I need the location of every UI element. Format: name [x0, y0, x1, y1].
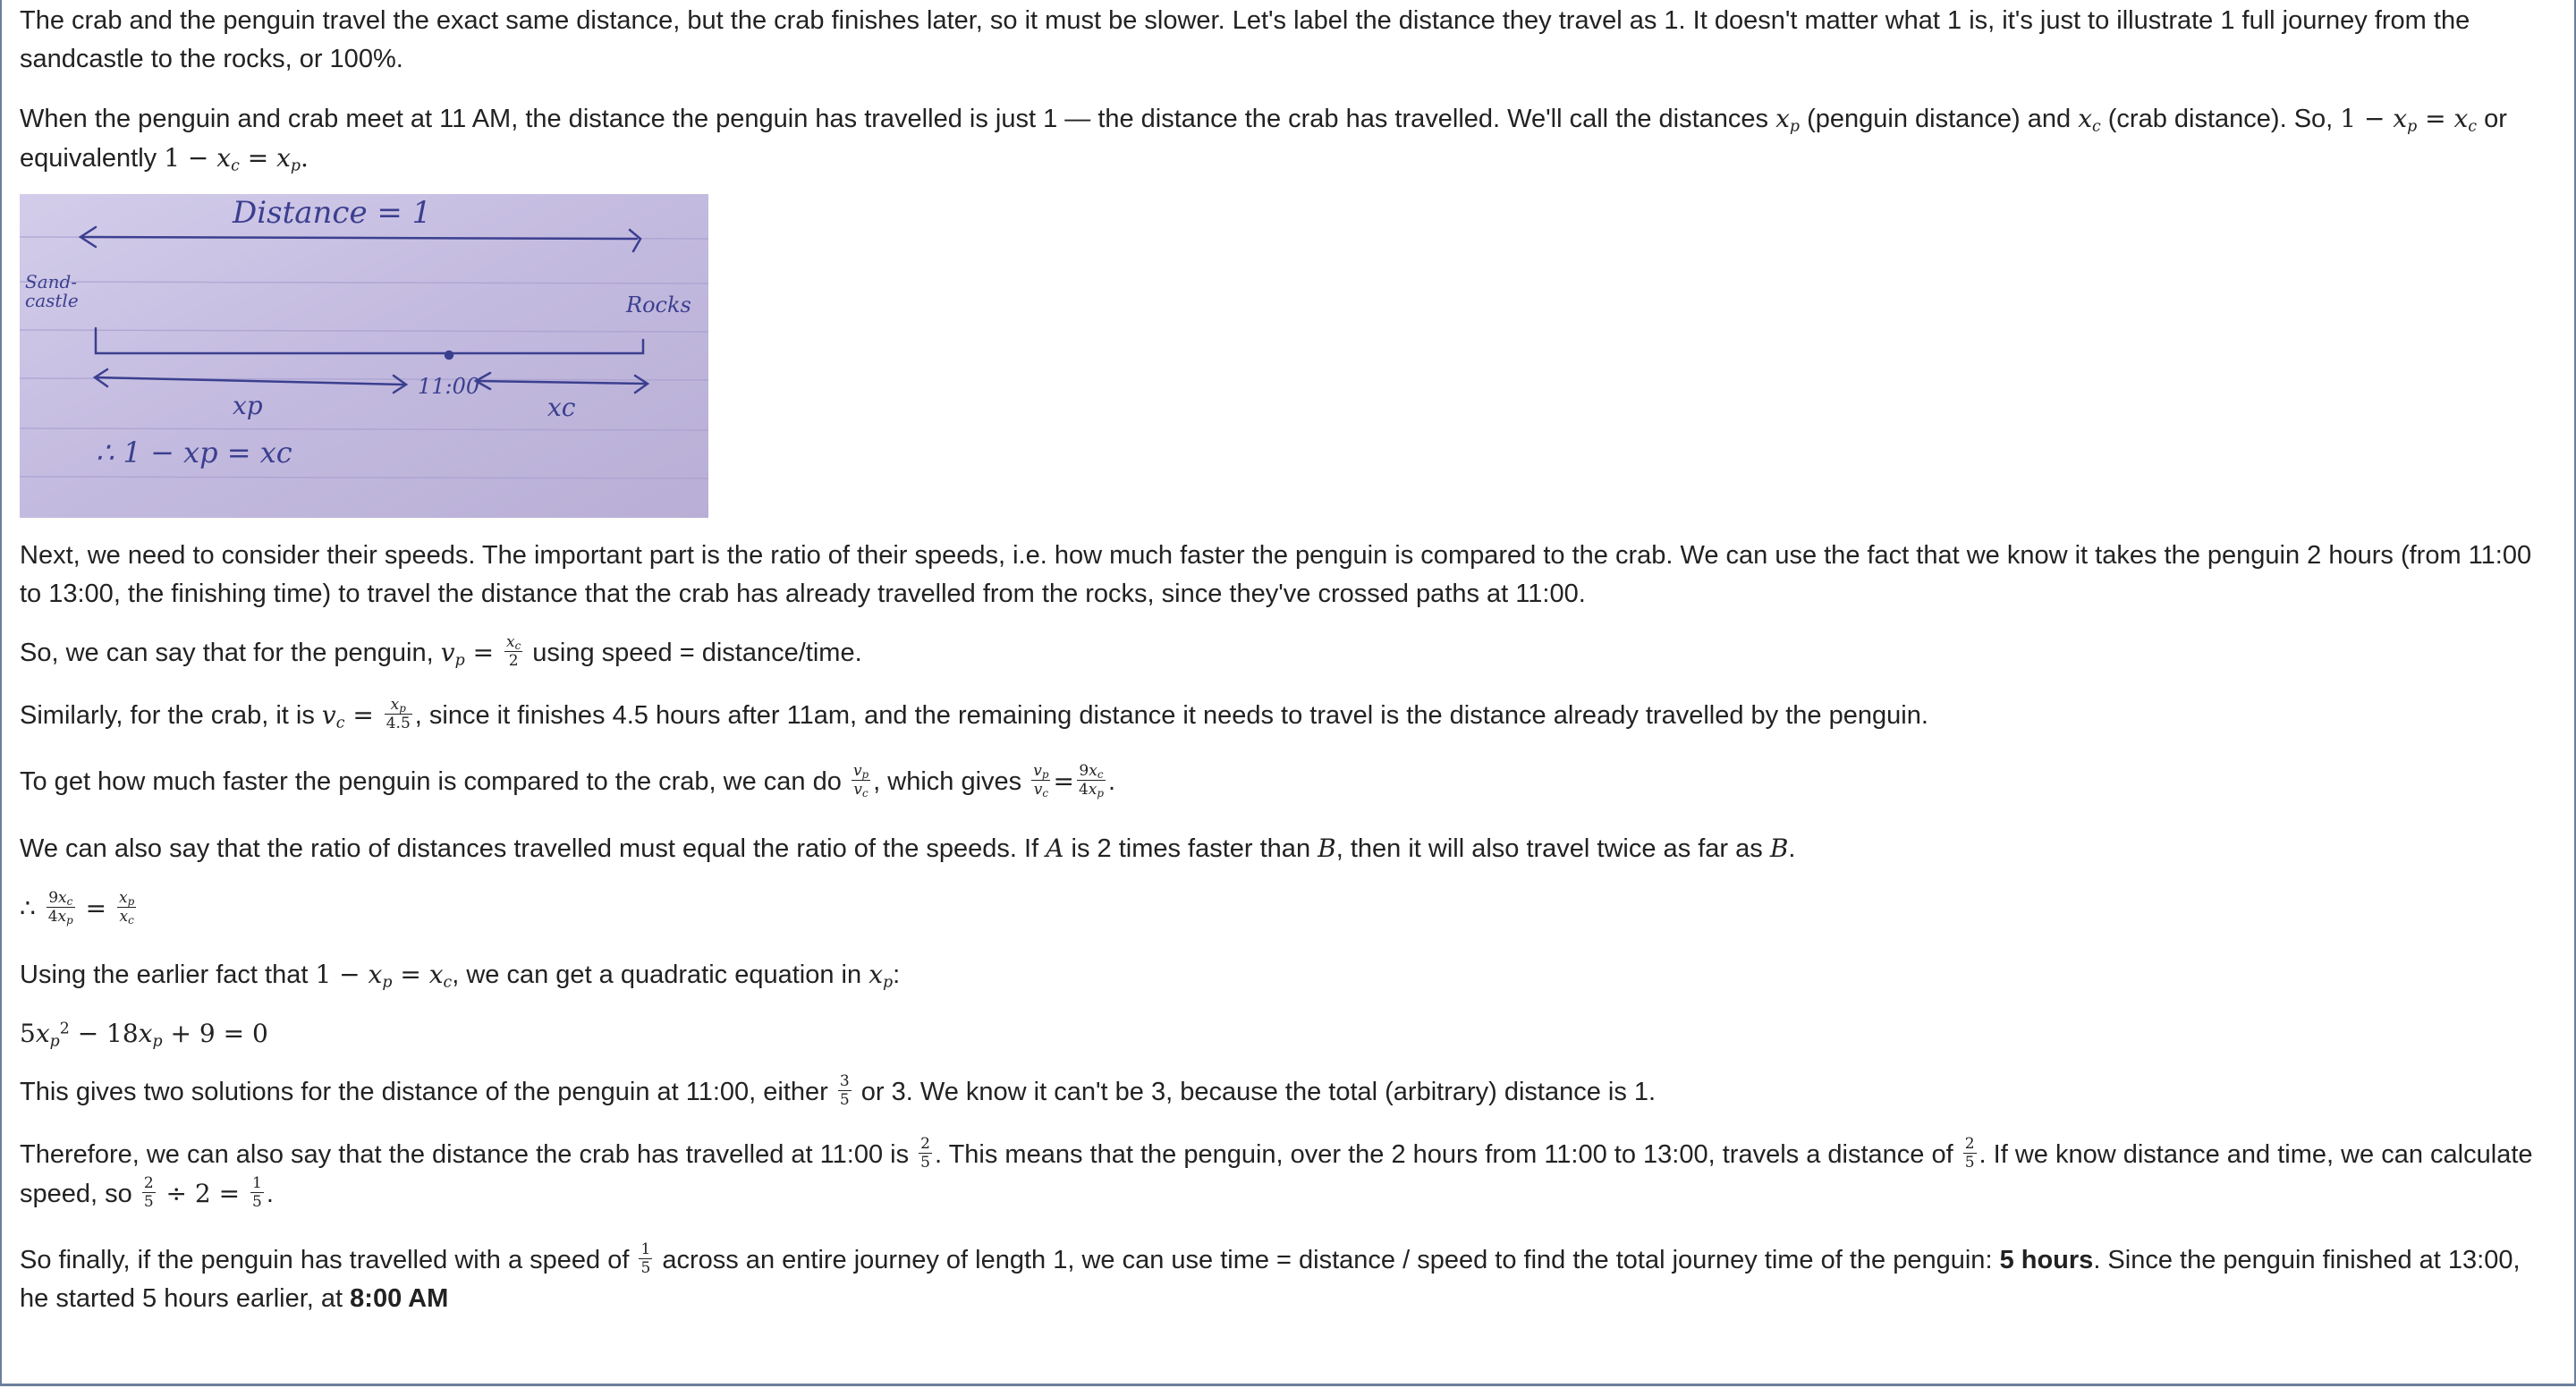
text: , which gives	[873, 767, 1030, 796]
frac-vp-vc: $\frac{v_p}{v_c}$	[852, 761, 869, 800]
paragraph-ratio: To get how much faster the penguin is compared to the crab, we can do $\frac{v_p}{v_c}$ , which gives $\frac{v_p}{v_c}$ = $\frac{9x_c}{4x_p}$ .	[20, 761, 1116, 800]
xp-label: xp	[233, 391, 263, 420]
text: When the penguin and crab meet at 11 AM, the distance the penguin has travelled is just 1 — the distance the crab has travelled. We'll call the distances	[20, 105, 1776, 133]
rocks-label: Rocks	[626, 292, 691, 317]
text: , then it will also travel twice as far as	[1335, 834, 1770, 863]
frac-vp-vc-2: $\frac{v_p}{v_c}$	[1033, 761, 1049, 800]
text: . If we know distance and time, we can calculate speed, so	[20, 1140, 2533, 1208]
text: We can also say that the ratio of distances travelled must equal the ratio of the speeds. If	[20, 834, 1046, 863]
xc-label: xc	[547, 393, 576, 422]
paragraph-distances: We can also say that the ratio of distances travelled must equal the ratio of the speeds. If A is 2 times faster than B, then it will also travel twice as far as B.	[20, 834, 1796, 863]
text: Using the earlier fact that	[20, 961, 316, 989]
text: So finally, if the penguin has travelled with a speed of	[20, 1246, 637, 1274]
paragraph-quadratic-intro: Using the earlier fact that $1 - x_p = x_c$, we can get a quadratic equation in $x_p$:	[20, 960, 901, 992]
math-xp: $x_p$	[869, 960, 894, 992]
paragraph-conclusion	[20, 1241, 2551, 1318]
text: , since it finishes 4.5 hours after 11am, and the remaining distance it needs to travel is the distance already travelled by the penguin.	[414, 701, 1928, 730]
paragraph-therefore-eq: ∴ $\frac{9x_c}{4x_p}$ = $\frac{x_p}{x_c}$	[20, 888, 135, 927]
therefore-symbol: ∴	[20, 893, 44, 923]
text: Therefore, we can also say that the distance the crab has travelled at 11:00 is	[20, 1140, 917, 1169]
text: or equivalently	[20, 105, 2507, 173]
frac-9xc-4xp: $\frac{9x_c}{4x_p}$	[1078, 761, 1104, 800]
text: using speed = distance/time.	[525, 639, 862, 667]
math-eq2: $1 - x_c = x_p$.	[164, 143, 309, 175]
sandcastle-label: Sand-	[25, 271, 78, 292]
sketch-equation: ∴ 1 − xp = xc	[96, 436, 292, 470]
math-vp: $v_p$	[440, 638, 465, 670]
text: Similarly, for the crab, it is	[20, 701, 322, 730]
paragraph-quadratic	[20, 1014, 268, 1054]
text: . This means that the penguin, over the 2 hours from 11:00 to 13:00, travels a distance of	[934, 1140, 1961, 1169]
meeting-point-dot	[445, 351, 453, 359]
math-xc: $x_c$	[2078, 104, 2101, 136]
frac-xp-xc: $\frac{x_p}{x_c}$	[119, 888, 135, 927]
text: Next, we need to consider their speeds. The important part is the ratio of their speeds, i.e. how much faster the penguin is compared to the crab. We can use the fact that we know it takes the penguin 2 hours (from 11:00 to 13:00, the finishing time) to travel the distance that the crab has already travelled from the rocks, since they've crossed paths at 11:00.	[20, 541, 2532, 608]
meeting-time-label: 11:00	[418, 374, 480, 399]
math-B: B	[1769, 834, 1789, 863]
paragraph-meeting	[20, 99, 2551, 178]
math-A: A	[1046, 834, 1064, 863]
paragraph-solutions	[20, 1073, 1656, 1112]
sketch-title: Distance = 1	[233, 195, 432, 231]
text: So, we can say that for the penguin,	[20, 639, 441, 667]
math-eq1: $1 - x_p = x_c$	[2340, 104, 2478, 136]
frac-1-5: $\frac{1}{5}$	[640, 1240, 651, 1277]
math-vc: $v_c$	[321, 700, 345, 732]
math-B: B	[1318, 834, 1336, 863]
sandcastle-label: castle	[25, 290, 79, 311]
paragraph-crab-speed: Similarly, for the crab, it is $v_c$ = $\frac{x_p}{4.5}$ , since it finishes 4.5 hours after 11am, and the remaining distance it needs to travel is the distance already travelled by the penguin.	[20, 695, 1928, 732]
text: The crab and the penguin travel the exact same distance, but the crab finishes later, so it must be slower. Let's label the distance they travel as 1. It doesn't matter what 1 is, it's just to illustrate 1 full journey from the sandcastle to the rocks, or 100%.	[20, 6, 2470, 73]
text: , we can get a quadratic equation in	[452, 961, 869, 989]
paragraph-speeds	[20, 537, 2551, 614]
text: (penguin distance) and	[1800, 105, 2079, 133]
text: across an entire journey of length 1, we can use time = distance / speed to find the total journey time of the penguin:	[655, 1246, 2000, 1274]
text: or 3. We know it can't be 3, because the total (arbitrary) distance is 1.	[853, 1078, 1657, 1106]
text: To get how much faster the penguin is compared to the crab, we can do	[20, 767, 849, 796]
paragraph-crab-distance: Therefore, we can also say that the distance the crab has travelled at 11:00 is $\frac{2}{5}$ . This means that the penguin, over the 2 hours from 11:00 to 13:00, travels a distance of $\frac{2}{5}$ . If we know distance and time, we can calculate speed, so $\frac{2}{5}$ ÷ 2 = $\frac{1}{5}$ .	[20, 1134, 2533, 1211]
math-quadratic: $5x_p^2 - 18x_p + 9 = 0$	[20, 1019, 268, 1051]
distance-sketch-image	[20, 194, 708, 518]
frac-3-5: $\frac{3}{5}$	[839, 1071, 850, 1109]
frac-1-5: $\frac{1}{5}$	[252, 1173, 262, 1211]
frac-xp-4-5: $\frac{x_p}{4.5}$	[386, 695, 411, 732]
paragraph-intro	[20, 2, 2551, 79]
paragraph-penguin-speed: So, we can say that for the penguin, $v_p$ = $\frac{x_c}{2}$ using speed = distance/time.	[20, 632, 862, 670]
frac-2-5: $\frac{2}{5}$	[920, 1134, 930, 1172]
frac-xc-2: $\frac{x_c}{2}$	[505, 632, 521, 670]
math-xp: $x_p$	[1775, 104, 1801, 136]
frac-9xc-4xp-b: $\frac{9x_c}{4x_p}$	[47, 888, 73, 927]
math-eq1: $1 - x_p = x_c$	[315, 960, 453, 992]
text: . Since the penguin finished at 13:00, he started 5 hours earlier, at	[20, 1246, 2521, 1313]
text: (crab distance). So,	[2100, 105, 2341, 133]
frac-2-5: $\frac{2}{5}$	[1964, 1134, 1975, 1172]
text: This gives two solutions for the distance of the penguin at 11:00, either	[20, 1078, 835, 1106]
answer-time: 8:00 AM	[350, 1284, 449, 1313]
text: is 2 times faster than	[1063, 834, 1318, 863]
answer-hours: 5 hours	[1999, 1246, 2094, 1274]
frac-2-5: $\frac{2}{5}$	[143, 1173, 154, 1211]
